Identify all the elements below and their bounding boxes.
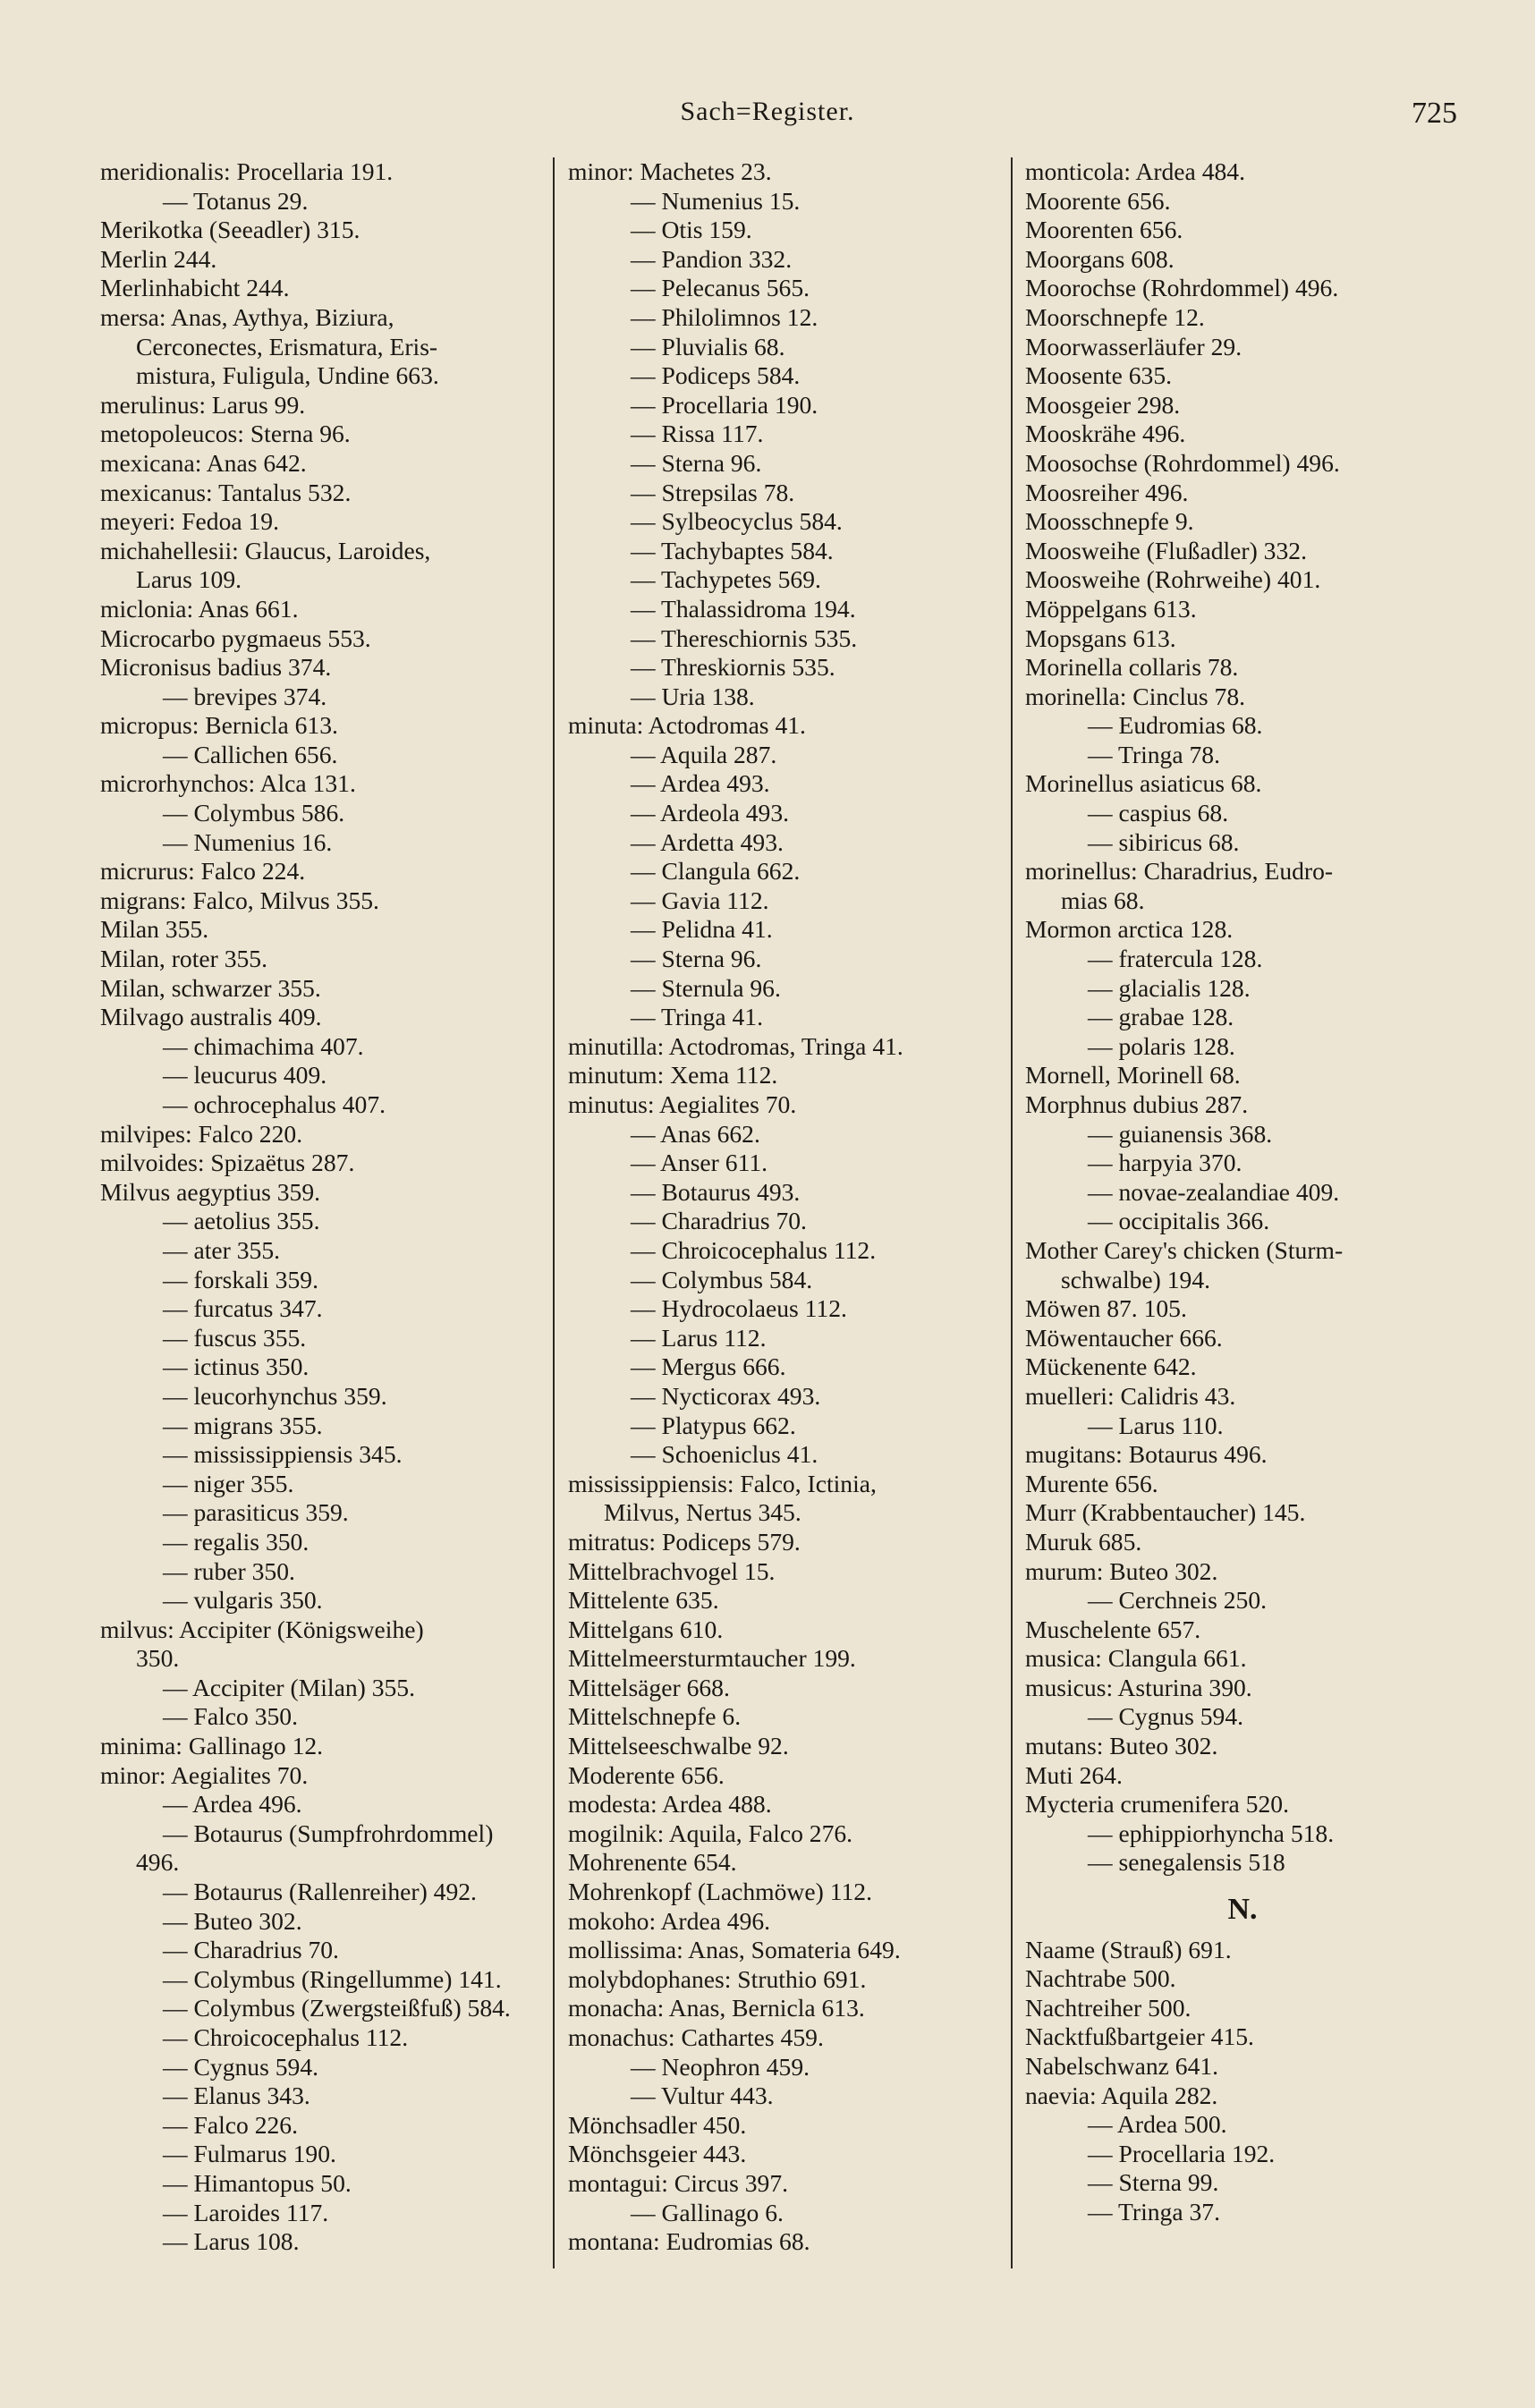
index-entry: — Larus 110. xyxy=(1088,1411,1224,1439)
index-entry: — Gallinago 6. xyxy=(631,2198,784,2226)
index-entry: — Aquila 287. xyxy=(631,740,777,768)
index-entry: Möppelgans 613. xyxy=(1025,594,1197,623)
index-entry: minutus: Aegialites 70. xyxy=(568,1090,797,1118)
index-entry: micropus: Bernicla 613. xyxy=(100,711,338,740)
index-entry: — Sterna 96. xyxy=(631,448,762,477)
index-entry: Mittelmeersturmtaucher 199. xyxy=(568,1644,856,1673)
index-entry: — forskali 359. xyxy=(163,1265,318,1293)
index-entry: Mohrenkopf (Lachmöwe) 112. xyxy=(568,1878,872,1906)
index-entry: — ruber 350. xyxy=(163,1556,295,1585)
index-entry: — Tringa 78. xyxy=(1088,740,1220,768)
index-entry: — Pelidna 41. xyxy=(631,915,773,944)
index-entry: — Elanus 343. xyxy=(163,2082,310,2110)
index-entry: Merikotka (Seeadler) 315. xyxy=(100,216,360,244)
index-entry: — Larus 112. xyxy=(631,1323,767,1352)
index-entry: mias 68. xyxy=(1061,886,1145,914)
index-entry: monachus: Cathartes 459. xyxy=(568,2023,824,2051)
index-entry: Milvus aegyptius 359. xyxy=(100,1177,321,1206)
index-entry: — novae-zealandiae 409. xyxy=(1088,1177,1340,1206)
index-entry: metopoleucos: Sterna 96. xyxy=(100,420,351,448)
index-entry: — Charadrius 70. xyxy=(163,1936,339,1964)
index-entry: — Laroides 117. xyxy=(163,2198,329,2226)
index-entry: — fratercula 128. xyxy=(1088,945,1263,973)
index-entry: — regalis 350. xyxy=(163,1527,310,1556)
index-entry: — Accipiter (Milan) 355. xyxy=(163,1673,416,1701)
index-entry: — Cygnus 594. xyxy=(1088,1702,1244,1731)
index-entry: — Cygnus 594. xyxy=(163,2052,319,2081)
index-entry: — Hydrocolaeus 112. xyxy=(631,1294,847,1323)
index-entry: — Ardea 496. xyxy=(163,1790,302,1819)
index-entry: — Colymbus (Ringellumme) 141. xyxy=(163,1964,502,1993)
index-entry: — Procellaria 192. xyxy=(1088,2139,1276,2167)
index-entry: — Procellaria 190. xyxy=(631,390,818,419)
index-entry: — Botaurus (Sumpfrohrdommel) xyxy=(163,1819,494,1847)
index-entry: naevia: Aquila 282. xyxy=(1025,2081,1218,2109)
index-entry: minima: Gallinago 12. xyxy=(100,1732,324,1760)
index-entry: morinellus: Charadrius, Eudro- xyxy=(1025,857,1334,886)
index-entry: Morinellus asiaticus 68. xyxy=(1025,769,1262,798)
index-entry: — Vultur 443. xyxy=(631,2082,774,2110)
index-entry: schwalbe) 194. xyxy=(1061,1265,1211,1293)
index-entry: minuta: Actodromas 41. xyxy=(568,711,806,740)
index-entry: Milvago australis 409. xyxy=(100,1003,322,1031)
index-entry: monacha: Anas, Bernicla 613. xyxy=(568,1994,865,2022)
index-entry: Milan, roter 355. xyxy=(100,945,267,973)
index-entry: — ochrocephalus 407. xyxy=(163,1090,386,1118)
index-entry: — ictinus 350. xyxy=(163,1352,310,1381)
index-entry: morinella: Cinclus 78. xyxy=(1025,682,1246,710)
index-entry: Moorente 656. xyxy=(1025,186,1171,215)
index-entry: — fuscus 355. xyxy=(163,1323,307,1352)
index-entry: micrurus: Falco 224. xyxy=(100,857,306,886)
index-entry: Mittelsäger 668. xyxy=(568,1673,730,1701)
index-entry: — leucurus 409. xyxy=(163,1061,327,1090)
index-entry: Mittelseeschwalbe 92. xyxy=(568,1732,789,1760)
index-entry: muelleri: Calidris 43. xyxy=(1025,1381,1236,1410)
index-entry: Nabelschwanz 641. xyxy=(1025,2052,1219,2080)
index-entry: — harpyia 370. xyxy=(1088,1149,1242,1177)
index-entry: — Pluvialis 68. xyxy=(631,332,785,360)
index-entry: Morinella collaris 78. xyxy=(1025,653,1239,682)
index-entry: meridionalis: Procellaria 191. xyxy=(100,157,394,185)
index-entry: mexicana: Anas 642. xyxy=(100,448,307,477)
index-entry: Moosweihe (Flußadler) 332. xyxy=(1025,536,1307,564)
index-entry: — Pandion 332. xyxy=(631,244,793,273)
index-entry: Microcarbo pygmaeus 553. xyxy=(100,623,371,652)
index-entry: miclonia: Anas 661. xyxy=(100,594,299,623)
index-entry: — Botaurus 493. xyxy=(631,1177,801,1206)
index-entry: — Sterna 99. xyxy=(1088,2168,1219,2197)
index-entry: Nachtreiher 500. xyxy=(1025,1993,1192,2022)
index-entry: Mormon arctica 128. xyxy=(1025,915,1234,944)
index-entry: milvipes: Falco 220. xyxy=(100,1119,303,1148)
index-entry: — Rissa 117. xyxy=(631,420,764,448)
index-entry: — Anas 662. xyxy=(631,1119,760,1148)
index-entry: monticola: Ardea 484. xyxy=(1025,157,1245,185)
index-entry: — Tringa 37. xyxy=(1088,2197,1220,2226)
index-entry: mollissima: Anas, Somateria 649. xyxy=(568,1936,901,1964)
index-entry: — Fulmarus 190. xyxy=(163,2140,336,2168)
index-entry: — Totanus 29. xyxy=(163,186,309,215)
index-entry: Möwen 87. 105. xyxy=(1025,1294,1187,1323)
index-entry: Milan, schwarzer 355. xyxy=(100,973,321,1002)
index-entry: — Tachybaptes 584. xyxy=(631,536,834,564)
index-entry: — Pelecanus 565. xyxy=(631,274,810,302)
index-entry: mugitans: Botaurus 496. xyxy=(1025,1440,1268,1469)
index-entry: migrans: Falco, Milvus 355. xyxy=(100,886,379,914)
index-entry: — Ardea 493. xyxy=(631,769,770,798)
index-entry: Mönchsadler 450. xyxy=(568,2110,747,2139)
index-entry: Naame (Strauß) 691. xyxy=(1025,1935,1232,1963)
index-entry: — Tachypetes 569. xyxy=(631,565,821,594)
index-entry: microrhynchos: Alca 131. xyxy=(100,769,356,798)
section-heading: N. xyxy=(1227,1895,1258,1925)
index-entry: minor: Aegialites 70. xyxy=(100,1760,309,1789)
index-entry: Merlinhabicht 244. xyxy=(100,274,290,302)
index-entry: — vulgaris 350. xyxy=(163,1586,323,1615)
index-entry: — senegalensis 518 xyxy=(1088,1848,1285,1877)
index-entry: — Callichen 656. xyxy=(163,740,338,768)
index-entry: michahellesii: Glaucus, Laroides, xyxy=(100,536,431,564)
index-entry: — Ardea 500. xyxy=(1088,2110,1227,2139)
index-entry: Murente 656. xyxy=(1025,1469,1158,1497)
index-entry: minor: Machetes 23. xyxy=(568,157,772,185)
index-entry: — Colymbus (Zwergsteißfuß) 584. xyxy=(163,1994,511,2022)
index-entry: — Himantopus 50. xyxy=(163,2168,352,2197)
index-entry: Mycteria crumenifera 520. xyxy=(1025,1790,1289,1819)
index-entry: — Ardetta 493. xyxy=(631,827,784,856)
index-entry: Moorochse (Rohrdommel) 496. xyxy=(1025,274,1339,302)
index-entry: — brevipes 374. xyxy=(163,682,327,710)
index-entry: Moorgans 608. xyxy=(1025,244,1175,273)
index-entry: — glacialis 128. xyxy=(1088,973,1251,1002)
index-entry: — Ardeola 493. xyxy=(631,799,790,827)
index-entry: Milan 355. xyxy=(100,915,209,944)
index-entry: meyeri: Fedoa 19. xyxy=(100,507,280,536)
index-entry: Möwentaucher 666. xyxy=(1025,1323,1223,1352)
index-entry: Mohrenente 654. xyxy=(568,1848,737,1877)
index-entry: minutum: Xema 112. xyxy=(568,1061,778,1090)
index-entry: Muschelente 657. xyxy=(1025,1615,1201,1643)
index-entry: mutans: Buteo 302. xyxy=(1025,1732,1218,1760)
column-divider-2 xyxy=(1011,157,1013,2268)
index-entry: Moosreiher 496. xyxy=(1025,478,1189,506)
index-entry: — Falco 350. xyxy=(163,1702,298,1731)
index-entry: — occipitalis 366. xyxy=(1088,1207,1270,1235)
index-entry: mersa: Anas, Aythya, Biziura, xyxy=(100,302,394,331)
index-entry: Mittelgans 610. xyxy=(568,1615,724,1643)
index-entry: Muti 264. xyxy=(1025,1760,1123,1789)
index-entry: — parasiticus 359. xyxy=(163,1498,349,1527)
index-entry: mexicanus: Tantalus 532. xyxy=(100,478,352,506)
index-entry: Moorschnepfe 12. xyxy=(1025,302,1205,331)
index-entry: — Podiceps 584. xyxy=(631,361,801,390)
index-entry: — Chroicocephalus 112. xyxy=(163,2023,409,2051)
index-entry: — Sterna 96. xyxy=(631,945,762,973)
index-entry: Mother Carey's chicken (Sturm- xyxy=(1025,1235,1344,1264)
page-header-title: Sach=Register. xyxy=(680,97,855,126)
index-entry: — Tringa 41. xyxy=(631,1003,763,1031)
index-entry: Milvus, Nertus 345. xyxy=(604,1498,801,1527)
index-entry: — aetolius 355. xyxy=(163,1207,320,1235)
index-entry: — Strepsilas 78. xyxy=(631,478,795,506)
index-entry: milvus: Accipiter (Königsweihe) xyxy=(100,1615,424,1643)
index-entry: Moosschnepfe 9. xyxy=(1025,507,1194,536)
index-entry: Micronisus badius 374. xyxy=(100,653,332,682)
index-entry: — ater 355. xyxy=(163,1235,281,1264)
index-entry: — Uria 138. xyxy=(631,682,755,710)
index-entry: mokoho: Ardea 496. xyxy=(568,1906,771,1935)
index-entry: — Chroicocephalus 112. xyxy=(631,1235,877,1264)
index-entry: Mönchsgeier 443. xyxy=(568,2140,747,2168)
index-entry: Nacktfußbartgeier 415. xyxy=(1025,2022,1254,2051)
index-entry: — Mergus 666. xyxy=(631,1352,786,1381)
column-divider-1 xyxy=(553,157,555,2268)
index-entry: Moorenten 656. xyxy=(1025,216,1183,244)
index-entry: — Botaurus (Rallenreiher) 492. xyxy=(163,1878,477,1906)
index-entry: — Colymbus 586. xyxy=(163,799,345,827)
index-entry: — migrans 355. xyxy=(163,1411,323,1439)
index-entry: Muruk 685. xyxy=(1025,1527,1142,1556)
index-entry: Mückenente 642. xyxy=(1025,1352,1197,1381)
index-entry: — Sylbeocyclus 584. xyxy=(631,507,843,536)
index-entry: Moosochse (Rohrdommel) 496. xyxy=(1025,448,1340,477)
index-entry: — Falco 226. xyxy=(163,2110,298,2139)
index-entry: Mornell, Morinell 68. xyxy=(1025,1061,1241,1090)
index-entry: milvoides: Spizaëtus 287. xyxy=(100,1149,355,1177)
index-entry: montagui: Circus 397. xyxy=(568,2168,789,2197)
index-entry: Mittelschnepfe 6. xyxy=(568,1702,742,1731)
index-column-2 xyxy=(568,157,1010,2257)
index-entry: mogilnik: Aquila, Falco 276. xyxy=(568,1819,853,1847)
index-entry: modesta: Ardea 488. xyxy=(568,1790,772,1819)
index-entry: — Colymbus 584. xyxy=(631,1265,813,1293)
index-entry: — Buteo 302. xyxy=(163,1906,302,1935)
index-entry: — Charadrius 70. xyxy=(631,1207,807,1235)
index-entry: Moosente 635. xyxy=(1025,361,1173,390)
index-entry: minutilla: Actodromas, Tringa 41. xyxy=(568,1031,903,1060)
index-entry: — furcatus 347. xyxy=(163,1294,323,1323)
index-entry: 350. xyxy=(136,1644,180,1673)
index-entry: — niger 355. xyxy=(163,1469,294,1497)
index-entry: — Platypus 662. xyxy=(631,1411,796,1439)
index-entry: — Nycticorax 493. xyxy=(631,1381,821,1410)
index-entry: Murr (Krabbentaucher) 145. xyxy=(1025,1498,1306,1527)
index-entry: — chimachima 407. xyxy=(163,1031,364,1060)
index-entry: musicus: Asturina 390. xyxy=(1025,1673,1252,1701)
index-entry: Mittelbrachvogel 15. xyxy=(568,1556,776,1585)
page-number: 725 xyxy=(1412,97,1457,130)
index-entry: merulinus: Larus 99. xyxy=(100,390,306,419)
index-entry: Mooskrähe 496. xyxy=(1025,420,1186,448)
index-entry: Morphnus dubius 287. xyxy=(1025,1090,1249,1118)
index-entry: Mopsgans 613. xyxy=(1025,623,1176,652)
index-entry: Moosgeier 298. xyxy=(1025,390,1181,419)
index-entry: mistura, Fuligula, Undine 663. xyxy=(136,361,439,390)
index-entry: Cerconectes, Erismatura, Eris- xyxy=(136,332,438,360)
index-column-3 xyxy=(1025,157,1460,2227)
index-entry: — Thalassidroma 194. xyxy=(631,594,856,623)
index-entry: — ephippiorhyncha 518. xyxy=(1088,1819,1335,1847)
index-entry: — Gavia 112. xyxy=(631,886,769,914)
index-entry: musica: Clangula 661. xyxy=(1025,1644,1247,1673)
index-entry: — leucorhynchus 359. xyxy=(163,1381,387,1410)
index-entry: montana: Eudromias 68. xyxy=(568,2227,810,2256)
index-entry: — Numenius 15. xyxy=(631,186,801,215)
index-entry: — Cerchneis 250. xyxy=(1088,1586,1268,1615)
index-entry: — Threskiornis 535. xyxy=(631,653,835,682)
index-entry: Mittelente 635. xyxy=(568,1586,719,1615)
index-entry: Merlin 244. xyxy=(100,244,217,273)
index-entry: — Schoeniclus 41. xyxy=(631,1440,818,1469)
index-entry: Moosweihe (Rohrweihe) 401. xyxy=(1025,565,1321,594)
index-entry: — caspius 68. xyxy=(1088,799,1229,827)
index-entry: murum: Buteo 302. xyxy=(1025,1556,1218,1585)
index-entry: — Larus 108. xyxy=(163,2227,300,2256)
index-entry: Moorwasserläufer 29. xyxy=(1025,332,1242,360)
index-entry: mississippiensis: Falco, Ictinia, xyxy=(568,1469,877,1497)
index-entry: — Philolimnos 12. xyxy=(631,302,818,331)
index-entry: molybdophanes: Struthio 691. xyxy=(568,1964,867,1993)
index-entry: — sibiricus 68. xyxy=(1088,827,1240,856)
index-column-1 xyxy=(100,157,552,2257)
index-entry: — Neophron 459. xyxy=(631,2052,810,2081)
index-entry: — grabae 128. xyxy=(1088,1003,1234,1031)
index-entry: Nachtrabe 500. xyxy=(1025,1964,1176,1993)
index-entry: — polaris 128. xyxy=(1088,1031,1235,1060)
index-entry: 496. xyxy=(136,1848,180,1877)
index-entry: — Thereschiornis 535. xyxy=(631,623,858,652)
index-entry: — Eudromias 68. xyxy=(1088,711,1263,740)
index-entry: Moderente 656. xyxy=(568,1760,725,1789)
index-entry: — Clangula 662. xyxy=(631,857,801,886)
index-entry: — Sternula 96. xyxy=(631,973,781,1002)
index-entry: — Otis 159. xyxy=(631,216,752,244)
index-entry: — guianensis 368. xyxy=(1088,1119,1273,1148)
index-entry: — Anser 611. xyxy=(631,1149,768,1177)
index-entry: Larus 109. xyxy=(136,565,242,594)
index-entry: mitratus: Podiceps 579. xyxy=(568,1527,801,1556)
index-entry: — mississippiensis 345. xyxy=(163,1440,403,1469)
index-entry: — Numenius 16. xyxy=(163,827,333,856)
